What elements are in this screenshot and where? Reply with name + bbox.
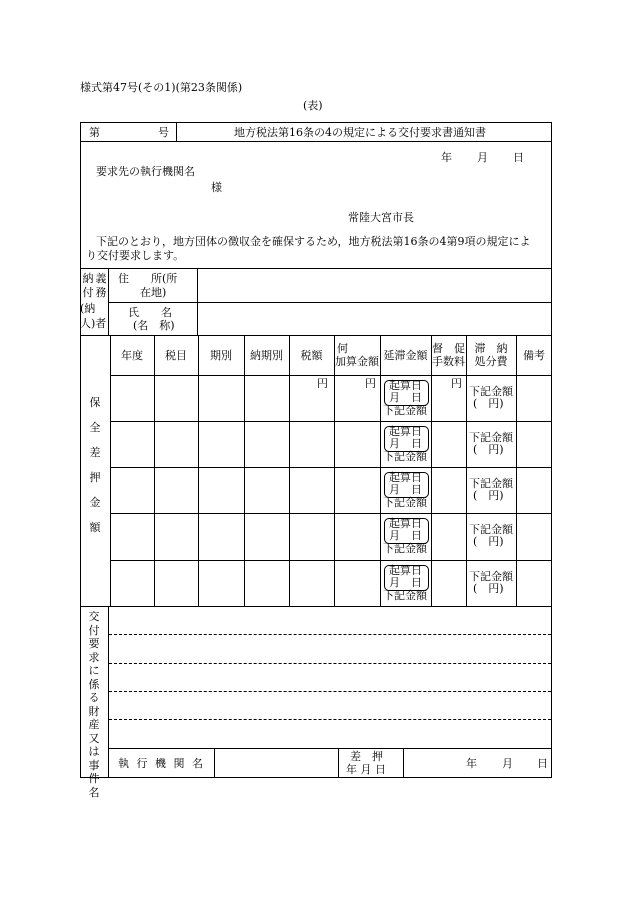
- delinq-below: 下記金額: [383, 450, 427, 463]
- col-extra-2: 加算金額: [335, 355, 379, 368]
- frame-top: [80, 122, 552, 123]
- disp-below: 下記金額: [469, 570, 513, 583]
- delinq-md: 月 日: [389, 576, 422, 589]
- body-line-2: り交付要求します。: [86, 249, 185, 262]
- taxpayer-group-col2: 義務: [95, 272, 107, 299]
- disp-below: 下記金額: [469, 477, 513, 490]
- taxpayer-group-end: 人)者: [80, 317, 107, 330]
- taxpayer-group-mid: (納: [80, 302, 96, 315]
- col-due-date: 納期別: [250, 349, 283, 362]
- addressee-honorific: 様: [211, 181, 222, 194]
- name-label-1: 氏 名: [128, 306, 172, 319]
- delinq-md: 月 日: [389, 483, 422, 496]
- footer-month: 月: [502, 757, 513, 770]
- delinq-md: 月 日: [389, 437, 422, 450]
- yen-fee: 円: [451, 377, 462, 390]
- disp-yen: ( 円): [473, 489, 504, 502]
- frame-right: [551, 122, 552, 778]
- delinq-start: 起算日: [389, 425, 422, 438]
- date-year: 年: [441, 151, 452, 164]
- col-year: 年度: [121, 349, 143, 362]
- delinq-below: 下記金額: [383, 496, 427, 509]
- delinq-start: 起算日: [389, 379, 422, 392]
- delinq-below: 下記金額: [383, 542, 427, 555]
- delinq-start: 起算日: [389, 517, 422, 530]
- delinq-below: 下記金額: [383, 404, 427, 417]
- form-number: 様式第47号(その1)(第23条関係): [80, 81, 243, 94]
- taxpayer-group-col1: 納付: [82, 272, 94, 299]
- property-side-label: 交付要求に係る財産又は事件名: [88, 610, 100, 799]
- footer-year: 年: [466, 757, 477, 770]
- disp-yen: ( 円): [473, 535, 504, 548]
- addressee-label: 要求先の執行機関名: [96, 165, 195, 178]
- col-remarks: 備考: [523, 349, 545, 362]
- date-day: 日: [513, 151, 524, 164]
- col-tax-item: 税目: [165, 349, 187, 362]
- name-label-2: (名 称): [133, 319, 175, 332]
- number-suffix: 号: [158, 126, 169, 139]
- delinq-md: 月 日: [389, 529, 422, 542]
- footer-day: 日: [537, 757, 548, 770]
- yen-extra: 円: [365, 377, 376, 390]
- col-fee-1: 督 促: [432, 342, 465, 355]
- col-tax-amount: 税額: [300, 349, 323, 362]
- col-period: 期別: [210, 349, 232, 362]
- amounts-side-label: 保全差押金額: [89, 396, 101, 534]
- disp-below: 下記金額: [469, 523, 513, 536]
- delinq-md: 月 日: [389, 391, 422, 404]
- col-disposal-2: 処分費: [474, 355, 508, 368]
- col-delinquency: 延滞金額: [383, 349, 428, 362]
- address-label-1: 住 所(所: [118, 272, 178, 285]
- yen-tax: 円: [317, 377, 328, 390]
- delinq-below: 下記金額: [383, 589, 427, 602]
- frame-bottom: [80, 777, 552, 778]
- delinq-start: 起算日: [389, 471, 422, 484]
- sender-name: 常陸大宮市長: [348, 211, 414, 224]
- document-title: 地方税法第16条の4の規定による交付要求書通知書: [234, 126, 486, 139]
- body-line-1: 下記のとおり，地方団体の徴収金を確保するため，地方税法第16条の4第9項の規定によ: [96, 235, 531, 248]
- seizure-label-2: 年 月 日: [346, 763, 386, 776]
- disp-below: 下記金額: [469, 431, 513, 444]
- address-label-2: 在地): [140, 286, 167, 299]
- col-extra-1: 何: [337, 342, 348, 355]
- disp-yen: ( 円): [473, 443, 504, 456]
- frame-left: [80, 122, 81, 778]
- disp-below: 下記金額: [469, 385, 513, 398]
- col-fee-2: 手数料: [432, 355, 465, 368]
- seizure-label-1: 差 押: [350, 750, 383, 763]
- number-prefix: 第: [89, 126, 100, 139]
- disp-yen: ( 円): [473, 582, 504, 595]
- agency-label: 執 行 機 関 名: [118, 757, 205, 770]
- date-month: 月: [477, 151, 488, 164]
- delinq-start: 起算日: [389, 564, 422, 577]
- col-disposal-1: 滞 納: [474, 342, 508, 355]
- disp-yen: ( 円): [473, 397, 504, 410]
- side-label: (表): [303, 99, 323, 112]
